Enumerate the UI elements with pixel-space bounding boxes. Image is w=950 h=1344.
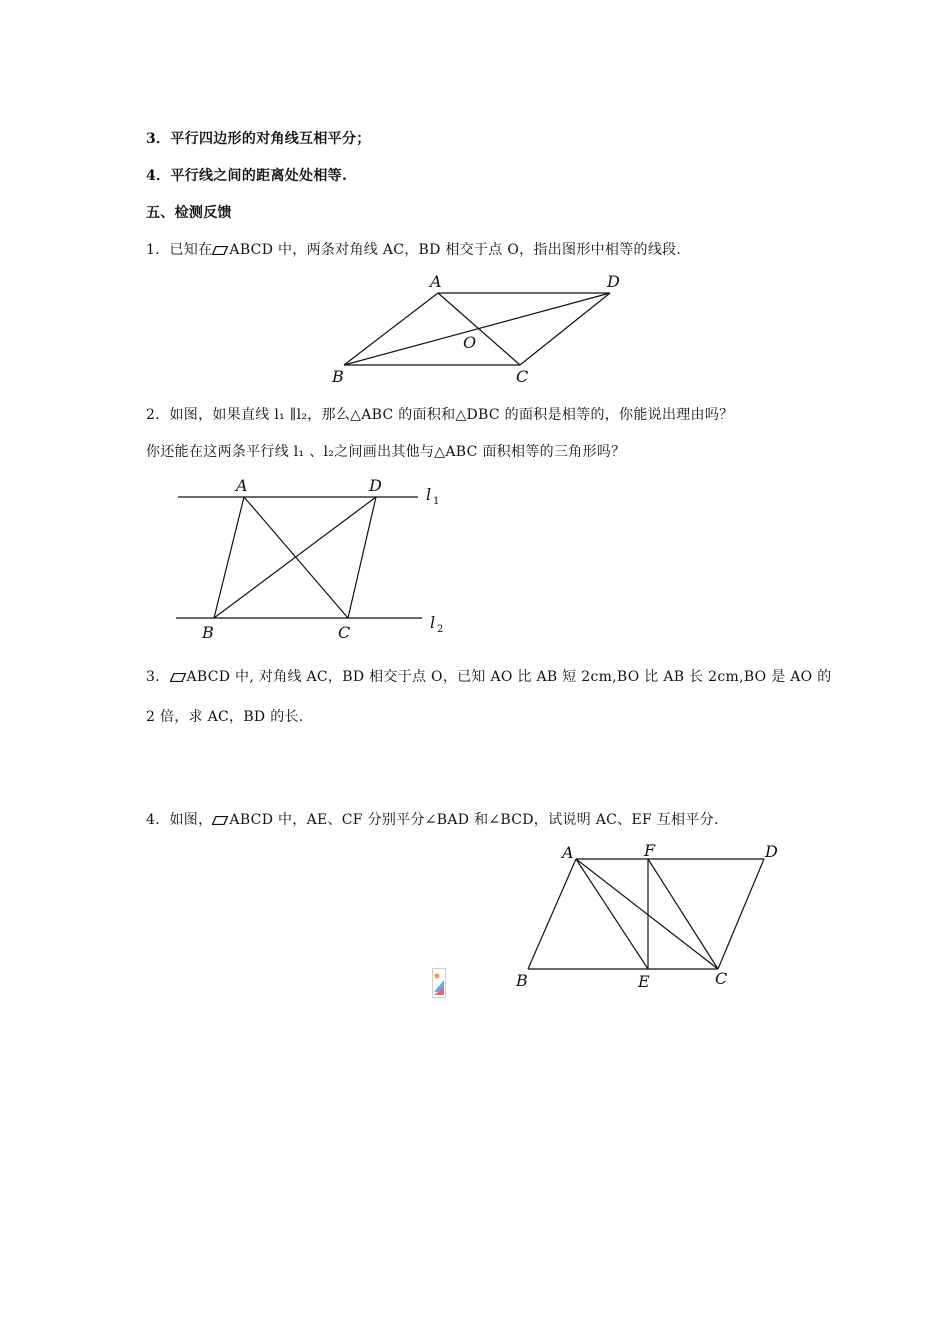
- fig1-label-o: O: [463, 333, 477, 352]
- parallelogram-symbol-icon: [170, 673, 186, 682]
- fig2-label-a: A: [236, 476, 248, 495]
- question-3-text: ABCD 中, 对角线 AC，BD 相交于点 O，已知 AO 比 AB 短 2cm,BO 比 AB 长 2cm,BO 是 AO 的: [186, 669, 832, 685]
- property-3: 3．平行四边形的对角线互相平分；: [146, 131, 371, 147]
- question-4-number: 4．如图，: [146, 812, 213, 828]
- question-2-line-2: 你还能在这两条平行线 l₁ 、l₂之间画出其他与△ABC 面积相等的三角形吗？: [146, 444, 626, 460]
- fig1-label-a: A: [430, 272, 442, 291]
- fig3-label-c: C: [715, 969, 728, 988]
- section-title: 五、检测反馈: [146, 205, 232, 221]
- question-1-number: 1．已知在: [146, 242, 213, 258]
- fig2-label-l2: l: [430, 613, 436, 632]
- question-1: [146, 239, 681, 259]
- figure-3-parallelogram-bisectors: [510, 838, 800, 998]
- question-4-text: ABCD 中，AE、CF 分别平分∠BAD 和∠BCD，试说明 AC、EF 互相平分.: [229, 812, 719, 828]
- fig2-label-l2-sub: 2: [437, 624, 444, 635]
- fig2-label-l1: l: [426, 485, 432, 504]
- question-2-line-1: 2．如图，如果直线 l₁ ∥l₂，那么△ABC 的面积和△DBC 的面积是相等的，你能说出理由吗？: [146, 407, 734, 423]
- fig3-label-a: A: [562, 843, 574, 862]
- question-4: [146, 809, 719, 829]
- question-3-line-1: [146, 666, 832, 686]
- figure-2-parallel-lines: [170, 472, 460, 647]
- fig2-label-d: D: [369, 476, 382, 495]
- fig3-label-d: D: [765, 842, 778, 861]
- parallelogram-symbol-icon: [212, 246, 228, 255]
- fig2-label-b: B: [202, 623, 214, 642]
- fig2-label-l1-sub: 1: [433, 496, 440, 507]
- fig1-label-b: B: [332, 367, 344, 386]
- parallelogram-symbol-icon: [212, 816, 228, 825]
- question-1-text: ABCD 中，两条对角线 AC，BD 相交于点 O，指出图形中相等的线段.: [229, 242, 682, 258]
- fig3-label-b: B: [516, 971, 528, 990]
- fig2-label-c: C: [338, 623, 351, 642]
- fig3-label-e: E: [638, 972, 650, 991]
- question-3-line-2: 2 倍，求 AC，BD 的长.: [146, 709, 304, 725]
- fig1-label-d: D: [607, 272, 620, 291]
- question-3-number: 3．: [146, 669, 170, 685]
- property-4: 4．平行线之间的距离处处相等.: [146, 168, 348, 184]
- fig1-label-c: C: [516, 367, 529, 386]
- fig3-label-f: F: [644, 841, 656, 860]
- broken-image-icon: [432, 968, 446, 998]
- figure-1-parallelogram: [320, 268, 640, 388]
